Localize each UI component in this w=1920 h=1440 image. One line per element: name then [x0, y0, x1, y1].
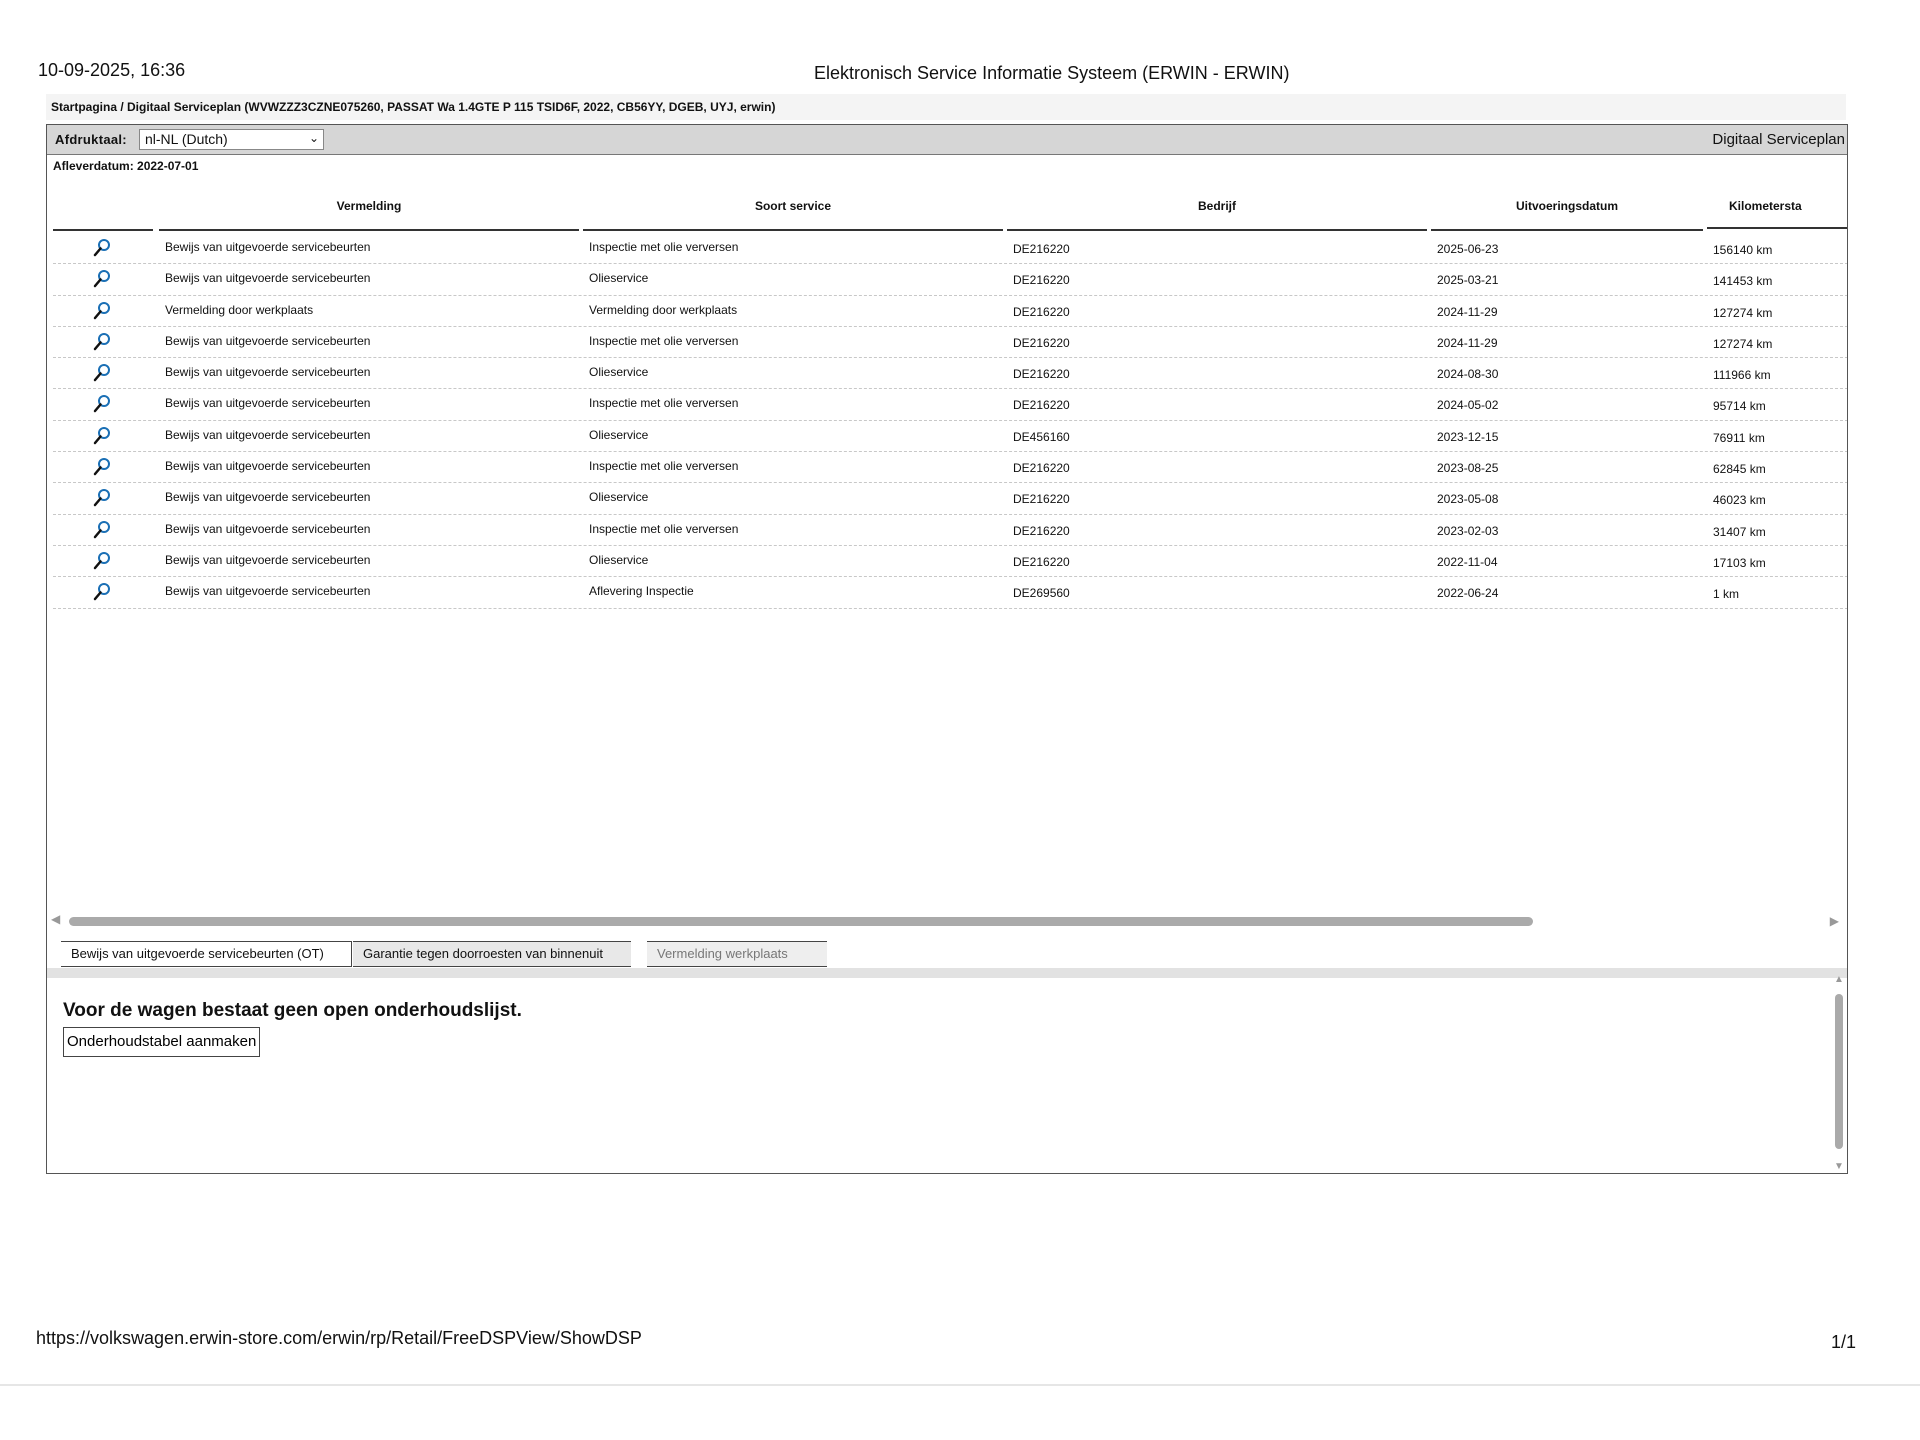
tab-service-proof[interactable]: Bewijs van uitgevoerde servicebeurten (OT): [61, 941, 352, 967]
cell-kilometerstand: 95714 km: [1713, 399, 1766, 414]
cell-uitvoeringsdatum: 2024-11-29: [1437, 335, 1498, 350]
cell-vermelding: Bewijs van uitgevoerde servicebeurten: [165, 584, 371, 599]
cell-vermelding: Bewijs van uitgevoerde servicebeurten: [165, 396, 371, 411]
toolbar: [47, 125, 1847, 155]
cell-bedrijf: DE216220: [1013, 398, 1070, 413]
cell-uitvoeringsdatum: 2024-05-02: [1437, 398, 1499, 413]
language-label: Afdruktaal:: [55, 132, 127, 147]
cell-soort-service: Olieservice: [589, 271, 649, 286]
cell-soort-service: Inspectie met olie verversen: [589, 333, 739, 348]
table-row[interactable]: [53, 233, 1848, 264]
cell-kilometerstand: 76911 km: [1713, 430, 1765, 445]
scroll-left-icon[interactable]: ◀: [51, 912, 61, 926]
service-plan-frame: [46, 124, 1848, 1174]
page-number: 1/1: [1830, 1332, 1856, 1352]
cell-kilometerstand: 156140 km: [1713, 243, 1773, 257]
cell-vermelding: Bewijs van uitgevoerde servicebeurten: [165, 427, 371, 442]
table-row[interactable]: [53, 358, 1848, 389]
table-row[interactable]: [53, 327, 1848, 358]
table-row[interactable]: [53, 577, 1848, 608]
table-row[interactable]: [53, 389, 1848, 420]
cell-bedrijf: DE216220: [1013, 273, 1070, 288]
language-select[interactable]: [139, 129, 324, 150]
panel-divider: [47, 968, 1847, 978]
cell-vermelding: Bewijs van uitgevoerde servicebeurten: [165, 490, 371, 505]
tab-workshop-note[interactable]: Vermelding werkplaats: [647, 941, 827, 967]
cell-uitvoeringsdatum: 2025-06-23: [1437, 242, 1499, 256]
magnifier-icon[interactable]: [93, 269, 111, 289]
cell-vermelding: Bewijs van uitgevoerde servicebeurten: [165, 521, 371, 536]
cell-uitvoeringsdatum: 2024-08-30: [1437, 367, 1499, 382]
cell-kilometerstand: 46023 km: [1713, 493, 1766, 508]
scroll-right-icon[interactable]: ▶: [1829, 914, 1839, 928]
magnifier-icon[interactable]: [93, 582, 111, 602]
horizontal-scrollbar[interactable]: [47, 912, 1847, 932]
magnifier-icon[interactable]: [93, 488, 111, 508]
language-select-value: nl-NL (Dutch): [145, 131, 228, 147]
column-header-uitvoeringsdatum[interactable]: Uitvoeringsdatum: [1431, 183, 1703, 231]
magnifier-icon[interactable]: [93, 394, 111, 414]
cell-uitvoeringsdatum: 2023-12-15: [1437, 429, 1499, 444]
magnifier-icon[interactable]: [93, 520, 111, 540]
cell-kilometerstand: 62845 km: [1713, 462, 1766, 477]
table-row[interactable]: [53, 264, 1848, 295]
page-edge: [0, 1384, 1920, 1386]
cell-bedrijf: DE216220: [1013, 335, 1070, 350]
cell-soort-service: Inspectie met olie verversen: [589, 459, 739, 474]
magnifier-icon[interactable]: [93, 457, 111, 477]
magnifier-icon[interactable]: [93, 551, 111, 571]
cell-soort-service: Olieservice: [589, 427, 649, 442]
create-maintenance-table-button[interactable]: Onderhoudstabel aanmaken: [63, 1027, 260, 1057]
cell-bedrijf: DE216220: [1013, 523, 1070, 538]
delivery-date: Afleverdatum: 2022-07-01: [53, 159, 199, 173]
table-row[interactable]: [53, 421, 1848, 452]
cell-bedrijf: DE456160: [1013, 429, 1070, 444]
cell-kilometerstand: 1 km: [1713, 587, 1740, 602]
tab-bar: [47, 937, 1847, 967]
cell-soort-service: Olieservice: [589, 365, 649, 380]
cell-soort-service: Olieservice: [589, 490, 649, 505]
tab-rust-warranty[interactable]: Garantie tegen doorroesten van binnenuit: [353, 941, 631, 967]
column-header-kilometerstand[interactable]: Kilometersta: [1707, 183, 1848, 229]
table-row[interactable]: [53, 452, 1848, 483]
cell-uitvoeringsdatum: 2023-05-08: [1437, 492, 1499, 507]
cell-soort-service: Olieservice: [589, 552, 649, 567]
cell-bedrijf: DE216220: [1013, 461, 1070, 476]
magnifier-icon[interactable]: [93, 426, 111, 446]
cell-kilometerstand: 111966 km: [1713, 368, 1771, 383]
chevron-down-icon: ⌄: [308, 131, 319, 145]
table-row[interactable]: [53, 515, 1848, 546]
cell-soort-service: Inspectie met olie verversen: [589, 521, 739, 536]
cell-kilometerstand: 141453 km: [1713, 274, 1773, 289]
cell-vermelding: Bewijs van uitgevoerde servicebeurten: [165, 240, 371, 254]
column-header-bedrijf[interactable]: Bedrijf: [1007, 183, 1427, 231]
cell-uitvoeringsdatum: 2023-02-03: [1437, 523, 1499, 538]
magnifier-icon[interactable]: [93, 238, 111, 258]
vertical-scroll-thumb[interactable]: [1835, 994, 1843, 1149]
cell-vermelding: Bewijs van uitgevoerde servicebeurten: [165, 365, 371, 380]
cell-vermelding: Bewijs van uitgevoerde servicebeurten: [165, 459, 371, 474]
cell-soort-service: Vermelding door werkplaats: [589, 302, 738, 317]
cell-soort-service: Inspectie met olie verversen: [589, 396, 739, 411]
cell-vermelding: Bewijs van uitgevoerde servicebeurten: [165, 333, 371, 348]
cell-kilometerstand: 127274 km: [1713, 305, 1773, 320]
magnifier-icon[interactable]: [93, 301, 111, 321]
cell-bedrijf: DE216220: [1013, 367, 1070, 382]
service-table-body: [53, 233, 1848, 609]
cell-uitvoeringsdatum: 2024-11-29: [1437, 304, 1498, 319]
table-row[interactable]: [53, 546, 1848, 577]
no-maintenance-message: Voor de wagen bestaat geen open onderhoudslijst.: [63, 1000, 522, 1021]
cell-bedrijf: DE216220: [1013, 492, 1070, 507]
table-row[interactable]: [53, 483, 1848, 514]
print-datetime: 10-09-2025, 16:36: [38, 60, 186, 80]
cell-kilometerstand: 17103 km: [1713, 555, 1766, 570]
maintenance-panel: [47, 968, 1847, 1174]
table-row[interactable]: [53, 296, 1848, 327]
cell-uitvoeringsdatum: 2025-03-21: [1437, 273, 1499, 288]
horizontal-scroll-thumb[interactable]: [69, 917, 1533, 926]
cell-soort-service: Inspectie met olie verversen: [589, 240, 739, 254]
cell-bedrijf: DE216220: [1013, 242, 1070, 256]
cell-vermelding: Vermelding door werkplaats: [165, 302, 314, 317]
column-header-icon: [53, 183, 153, 231]
scroll-down-icon[interactable]: ▼: [1834, 1161, 1844, 1172]
column-header-soort-service[interactable]: Soort service: [583, 183, 1003, 231]
cell-vermelding: Bewijs van uitgevoerde servicebeurten: [165, 271, 371, 286]
cell-vermelding: Bewijs van uitgevoerde servicebeurten: [165, 552, 371, 567]
panel-title: Digitaal Serviceplan: [1712, 131, 1845, 148]
print-url: https://volkswagen.erwin-store.com/erwin/rp/Retail/FreeDSPView/ShowDSP: [36, 1328, 642, 1348]
cell-uitvoeringsdatum: 2023-08-25: [1437, 461, 1499, 476]
magnifier-icon[interactable]: [93, 332, 111, 352]
magnifier-icon[interactable]: [93, 363, 111, 383]
scroll-up-icon[interactable]: ▲: [1834, 974, 1844, 985]
vertical-scrollbar[interactable]: [1833, 974, 1845, 1172]
cell-kilometerstand: 127274 km: [1713, 336, 1773, 351]
cell-uitvoeringsdatum: 2022-06-24: [1437, 586, 1499, 601]
cell-bedrijf: DE269560: [1013, 586, 1070, 601]
table-header: [53, 183, 1848, 231]
cell-bedrijf: DE216220: [1013, 554, 1070, 569]
column-header-vermelding[interactable]: Vermelding: [159, 183, 579, 231]
cell-bedrijf: DE216220: [1013, 304, 1070, 319]
cell-soort-service: Aflevering Inspectie: [589, 584, 694, 599]
breadcrumb[interactable]: Startpagina / Digitaal Serviceplan (WVWZZZ3CZNE075260, PASSAT Wa 1.4GTE P 115 TSID6F, 2022, CB56YY, DGEB, UYJ, erwin): [46, 94, 1846, 120]
print-title: Elektronisch Service Informatie Systeem (ERWIN - ERWIN): [814, 63, 1290, 83]
cell-kilometerstand: 31407 km: [1713, 524, 1766, 539]
cell-uitvoeringsdatum: 2022-11-04: [1437, 554, 1498, 569]
